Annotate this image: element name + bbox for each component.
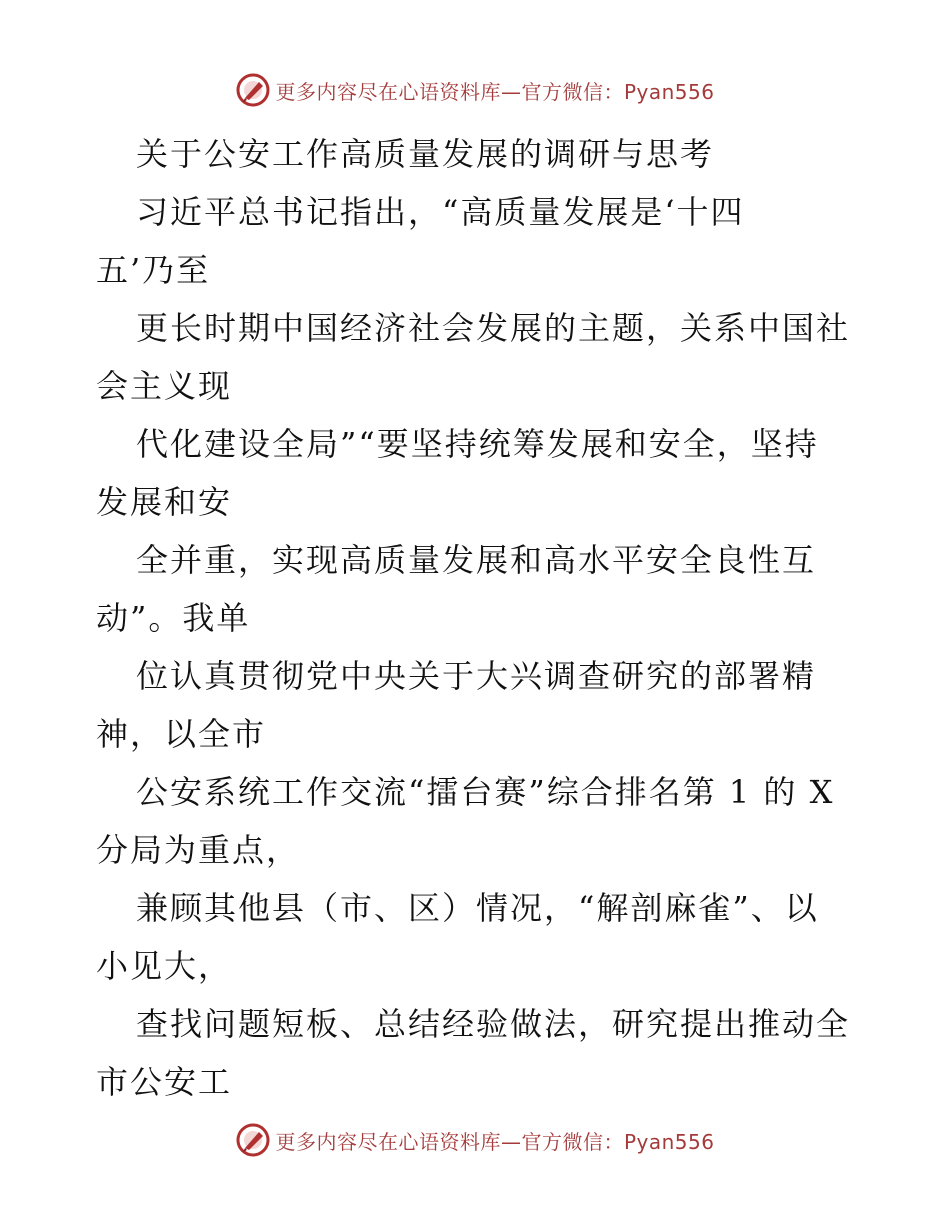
- text-line: 习近平总书记指出，“高质量发展是‘十四: [136, 193, 745, 231]
- text-line: 代化建设全局”“要坚持统筹发展和安全，坚持: [136, 425, 819, 463]
- text-line: 兼顾其他县（市、区）情况，“解剖麻雀”、以: [136, 889, 819, 927]
- text-line: 更长时期中国经济社会发展的主题，关系中国社: [136, 309, 851, 347]
- pen-nib-logo-icon: [235, 1122, 271, 1158]
- text-line: 查找问题短板、总结经验做法，研究提出推动全: [136, 1005, 851, 1043]
- text-line: 会主义现: [96, 367, 233, 405]
- document-title: 关于公安工作高质量发展的调研与思考: [136, 135, 715, 173]
- text-line: 神，以全市: [96, 715, 267, 753]
- watermark-text: 更多内容尽在心语资料库—官方微信：Pyan556: [275, 1129, 715, 1154]
- document-body: [96, 125, 866, 1111]
- text-line: 市公安工: [96, 1063, 233, 1101]
- text-line: 分局为重点，: [96, 831, 301, 869]
- watermark-banner-bottom: [0, 1120, 950, 1160]
- text-line: 小见大，: [96, 947, 233, 985]
- watermark-banner-top: [0, 70, 950, 110]
- text-line: 发展和安: [96, 483, 233, 521]
- text-line: 动”。我单: [96, 599, 251, 637]
- text-line: 五’乃至: [96, 251, 211, 289]
- watermark-text: 更多内容尽在心语资料库—官方微信：Pyan556: [275, 79, 715, 104]
- text-line: 全并重，实现高质量发展和高水平安全良性互: [136, 541, 817, 579]
- text-line: 位认真贯彻党中央关于大兴调查研究的部署精: [136, 657, 817, 695]
- pen-nib-logo-icon: [235, 72, 271, 108]
- text-line: 公安系统工作交流“擂台赛”综合排名第 1 的 X: [136, 773, 835, 811]
